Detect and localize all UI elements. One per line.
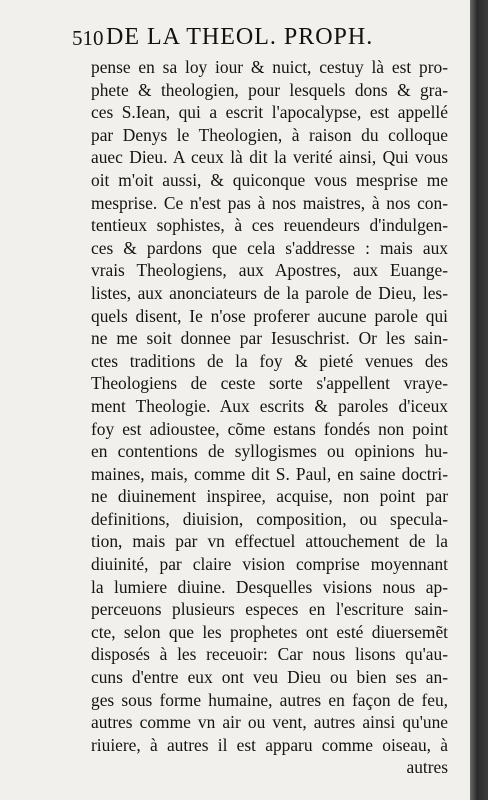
text-line: par Denys le Theologien, à raison du colloque <box>91 124 448 145</box>
text-line: tion, mais par vn effectuel attouchement de la <box>91 531 448 552</box>
text-line: la lumiere diuine. Desquelles visions nous ap- <box>91 576 448 597</box>
page-header <box>72 26 432 56</box>
text-line: definitions, diuision, composition, ou specula- <box>91 508 448 529</box>
text-line: en contentions de syllogismes ou opinions hu- <box>91 441 448 462</box>
binding-shadow <box>470 0 488 800</box>
text-line: Theologiens de ceste sorte s'appellent vraye- <box>91 373 448 394</box>
text-line: cte, selon que les prophetes ont esté diuersemẽt <box>91 621 448 642</box>
text-line: oit m'oit aussi, & quiconque vous mesprise me <box>91 169 448 190</box>
text-line: ne diuinement inspiree, acquise, non point par <box>91 486 448 507</box>
text-line: phete & theologien, pour lesquels dons & gra- <box>91 79 448 100</box>
text-line: autres comme vn air ou vent, autres ainsi qu'une <box>91 712 448 733</box>
text-line: riuiere, à autres il est apparu comme oiseau, à <box>91 734 448 755</box>
text-line: disposés à les receuoir: Car nous lisons qu'au- <box>91 644 448 665</box>
text-line: vrais Theologiens, aux Apostres, aux Euange- <box>91 260 448 281</box>
page-number: 510 <box>72 26 104 50</box>
text-line: ctes traditions de la foy & pieté venues des <box>91 350 448 371</box>
text-line: perceuons plusieurs especes en l'escriture sain- <box>91 599 448 620</box>
text-line: ces S.Iean, qui a escrit l'apocalypse, est appellé <box>91 102 448 123</box>
text-line: listes, aux anonciateurs de la parole de Dieu, les- <box>91 282 448 303</box>
text-line: auec Dieu. A ceux là dit la verité ainsi, Qui vous <box>91 147 448 168</box>
body-text <box>91 56 448 779</box>
text-line: pense en sa loy iour & nuict, cestuy là est pro- <box>91 57 448 77</box>
text-line: cuns d'entre eux ont veu Dieu ou bien ses an- <box>91 667 448 688</box>
text-line: quels disent, Ie n'ose proferer aucune parole qui <box>91 305 448 326</box>
text-line: maines, mais, comme dit S. Paul, en saine doctri- <box>91 463 448 484</box>
text-line: ces & pardons que cela s'addresse : mais aux <box>91 237 448 258</box>
text-line: diuinité, par claire vision comprise moyennant <box>91 554 448 575</box>
text-line: ment Theologie. Aux escrits & paroles d'iceux <box>91 395 448 416</box>
text-line: tentieux sophistes, à ces reuendeurs d'indulgen- <box>91 215 448 236</box>
text-line: foy est adioustee, cõme estans fondés non point <box>91 418 448 439</box>
running-head: DE LA THEOL. PROPH. <box>106 24 374 50</box>
text-line: ne me soit donnee par Iesuschrist. Or les sain- <box>91 328 448 349</box>
catchword: autres <box>406 757 448 778</box>
text-line: mesprise. Ce n'est pas à nos maistres, à nos con- <box>91 192 448 213</box>
text-line: ges sous forme humaine, autres en façon de feu, <box>91 689 448 710</box>
